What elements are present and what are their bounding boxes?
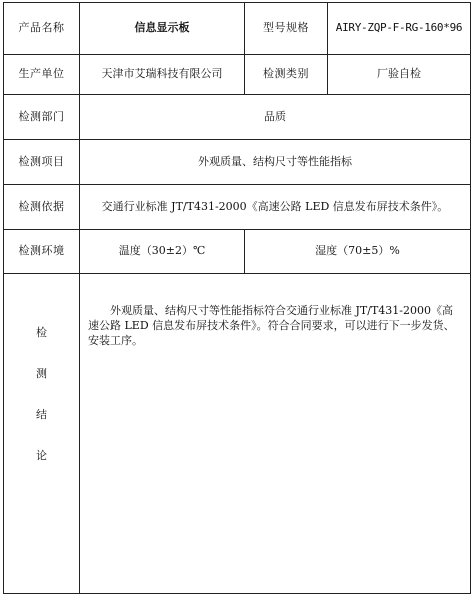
row-conclusion [4, 274, 471, 594]
inspection-report-table [3, 2, 471, 594]
inspection-category-value: 厂验自检 [328, 55, 471, 95]
conclusion-text: 外观质量、结构尺寸等性能指标符合交通行业标准 JT/T431-2000《高速公路 LED 信息发布屏技术条件》。符合合同要求，可以进行下一步发货、安装工序。 [80, 274, 471, 594]
producer-label: 生产单位 [4, 55, 80, 95]
row-department [4, 95, 471, 140]
product-name-value: 信息显示板 [80, 3, 245, 55]
conclusion-label-char: 检 [36, 326, 47, 339]
row-environment [4, 230, 471, 274]
row-product [4, 3, 471, 55]
basis-value: 交通行业标准 JT/T431-2000《高速公路 LED 信息发布屏技术条件》。 [80, 185, 471, 230]
department-value: 品质 [80, 95, 471, 140]
conclusion-label [4, 274, 80, 594]
items-label: 检测项目 [4, 140, 80, 185]
model-spec-label: 型号规格 [245, 3, 328, 55]
row-items [4, 140, 471, 185]
inspection-category-label: 检测类别 [245, 55, 328, 95]
row-producer [4, 55, 471, 95]
humidity-value: 湿度（70±5）% [245, 230, 471, 274]
conclusion-label-char: 测 [36, 366, 47, 380]
model-spec-value: AIRY-ZQP-F-RG-160*96 [328, 3, 471, 55]
environment-label: 检测环境 [4, 230, 80, 274]
conclusion-label-char: 论 [36, 448, 47, 462]
basis-label: 检测依据 [4, 185, 80, 230]
product-name-label: 产品名称 [4, 3, 80, 55]
row-basis [4, 185, 471, 230]
department-label: 检测部门 [4, 95, 80, 140]
producer-value: 天津市艾瑞科技有限公司 [80, 55, 245, 95]
conclusion-label-char: 结 [36, 407, 47, 421]
items-value: 外观质量、结构尺寸等性能指标 [80, 140, 471, 185]
temperature-value: 温度（30±2）℃ [80, 230, 245, 274]
inspection-report-sheet [3, 2, 470, 594]
